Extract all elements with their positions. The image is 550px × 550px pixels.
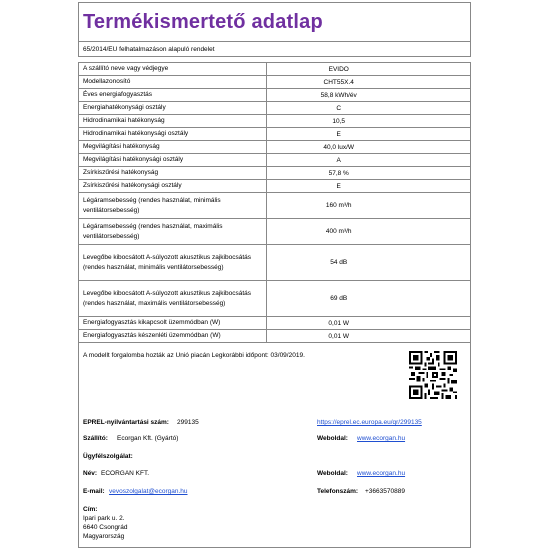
spec-value: E bbox=[267, 180, 471, 193]
address-line3: Magyarország bbox=[83, 533, 125, 540]
page-title: Termékismertető adatlap bbox=[83, 10, 323, 33]
spec-label: Energiafogyasztás kikapcsolt üzemmódban (W) bbox=[79, 317, 267, 330]
spec-row bbox=[79, 76, 471, 89]
address-label: Cím: bbox=[83, 506, 98, 513]
spec-label: Zsírkiszűrési hatékonyság bbox=[79, 167, 267, 180]
spec-value: E bbox=[267, 128, 471, 141]
spec-row bbox=[79, 128, 471, 141]
spec-label: Levegőbe kibocsátott A-súlyozott akusztikus zajkibocsátás (rendes használat, maximális ventilátorsebesség) bbox=[79, 281, 267, 317]
spec-value: 400 m³/h bbox=[267, 219, 471, 245]
regulation-box bbox=[78, 42, 471, 57]
spec-row bbox=[79, 102, 471, 115]
spec-row bbox=[79, 219, 471, 245]
spec-value: 58,8 kWh/év bbox=[267, 89, 471, 102]
phone-label: Telefonszám: bbox=[317, 488, 359, 495]
spec-label: Megvilágítási hatékonyság bbox=[79, 141, 267, 154]
spec-value: 0,01 W bbox=[267, 317, 471, 330]
supplier-value: Ecorgan Kft. (Gyártó) bbox=[117, 435, 179, 442]
spec-label: Energiafogyasztás készenléti üzemmódban (W) bbox=[79, 330, 267, 343]
spec-row bbox=[79, 89, 471, 102]
spec-label: Hidrodinamikai hatékonysági osztály bbox=[79, 128, 267, 141]
website-link-2[interactable]: www.ecorgan.hu bbox=[357, 470, 406, 477]
spec-value: 57,8 % bbox=[267, 167, 471, 180]
phone-value: +3663570889 bbox=[365, 488, 405, 495]
info-box bbox=[78, 342, 471, 548]
spec-row bbox=[79, 330, 471, 343]
spec-row bbox=[79, 167, 471, 180]
qr-code-icon bbox=[409, 351, 457, 399]
spec-row bbox=[79, 281, 471, 317]
spec-row bbox=[79, 317, 471, 330]
spec-value: 10,5 bbox=[267, 115, 471, 128]
spec-row bbox=[79, 245, 471, 281]
address-line2: 6640 Csongrád bbox=[83, 524, 128, 531]
title-box bbox=[78, 2, 471, 42]
spec-label: Levegőbe kibocsátott A-súlyozott akusztikus zajkibocsátás (rendes használat, minimális ventilátorsebesség) bbox=[79, 245, 267, 281]
name-value: ECORGAN KFT. bbox=[101, 470, 150, 477]
spec-value: A bbox=[267, 154, 471, 167]
email-label: E-mail: bbox=[83, 488, 105, 495]
spec-row bbox=[79, 115, 471, 128]
supplier-label: Szállító: bbox=[83, 435, 108, 442]
website-label-2: Weboldal: bbox=[317, 470, 348, 477]
spec-row bbox=[79, 180, 471, 193]
spec-row bbox=[79, 63, 471, 76]
spec-value: EVIDO bbox=[267, 63, 471, 76]
spec-label: Energiahatékonysági osztály bbox=[79, 102, 267, 115]
market-date-text: A modellt forgalomba hozták az Unió piacán Legkorábbi időpont: 03/09/2019. bbox=[83, 352, 305, 359]
spec-value: 54 dB bbox=[267, 245, 471, 281]
eprel-label: EPREL-nyilvántartási szám: bbox=[83, 419, 169, 426]
spec-value: CHT55X.4 bbox=[267, 76, 471, 89]
spec-row bbox=[79, 193, 471, 219]
spec-label: Hidrodinamikai hatékonyság bbox=[79, 115, 267, 128]
customer-service-label: Ügyfélszolgálat: bbox=[83, 453, 133, 460]
product-sheet bbox=[78, 2, 471, 343]
spec-label: Légáramsebesség (rendes használat, minimális ventilátorsebesség) bbox=[79, 193, 267, 219]
address-line1: Ipari park u. 2. bbox=[83, 515, 125, 522]
spec-label: Légáramsebesség (rendes használat, maximális ventilátorsebesség) bbox=[79, 219, 267, 245]
email-link[interactable]: vevoszolgalat@ecorgan.hu bbox=[109, 488, 188, 495]
regulation-text: 65/2014/EU felhatalmazáson alapuló rendelet bbox=[83, 45, 215, 53]
spec-value: 69 dB bbox=[267, 281, 471, 317]
spec-label: Zsírkiszűrési hatékonysági osztály bbox=[79, 180, 267, 193]
spec-label: Éves energiafogyasztás bbox=[79, 89, 267, 102]
spec-value: 40,0 lux/W bbox=[267, 141, 471, 154]
website-label-1: Weboldal: bbox=[317, 435, 348, 442]
spec-row bbox=[79, 154, 471, 167]
spec-row bbox=[79, 141, 471, 154]
spec-table bbox=[78, 62, 471, 343]
spec-value: 160 m³/h bbox=[267, 193, 471, 219]
eprel-number: 299135 bbox=[177, 419, 199, 426]
spec-label: Megvilágítási hatékonysági osztály bbox=[79, 154, 267, 167]
name-label: Név: bbox=[83, 470, 98, 477]
website-link-1[interactable]: www.ecorgan.hu bbox=[357, 435, 406, 442]
spec-label: A szállító neve vagy védjegye bbox=[79, 63, 267, 76]
eprel-link[interactable]: https://eprel.ec.europa.eu/qr/299135 bbox=[317, 419, 422, 426]
spec-label: Modellazonosító bbox=[79, 76, 267, 89]
spec-value: 0,01 W bbox=[267, 330, 471, 343]
spec-value: C bbox=[267, 102, 471, 115]
